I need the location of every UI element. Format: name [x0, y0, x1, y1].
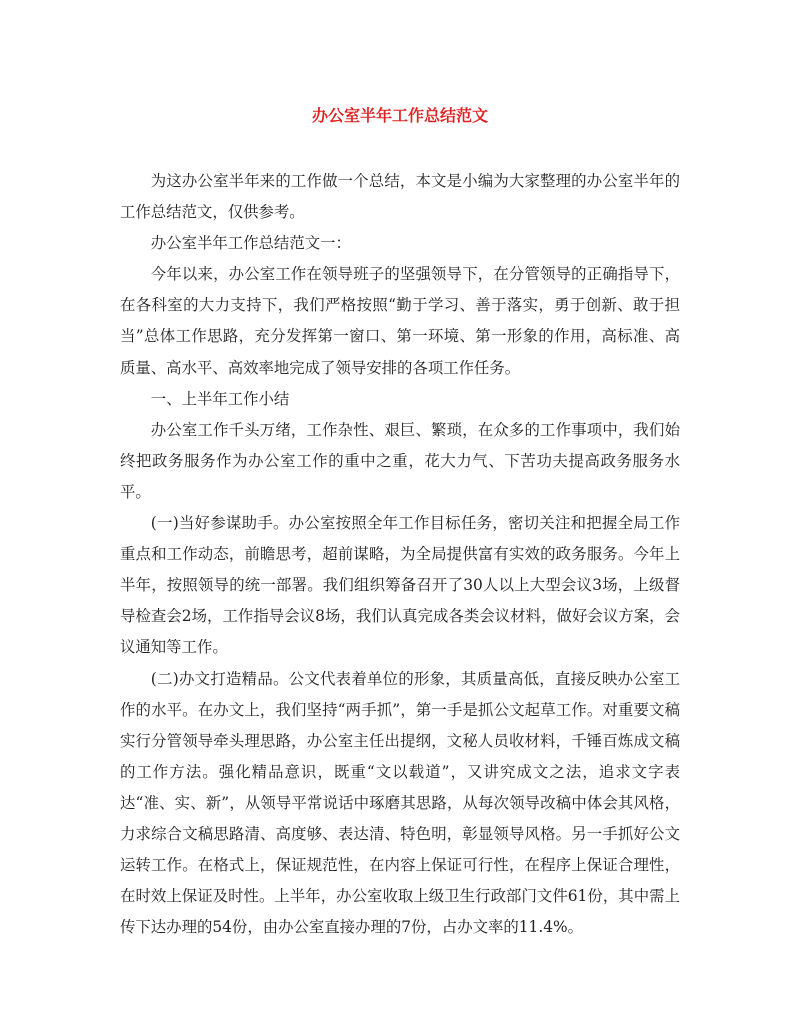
- paragraph-intro: 为这办公室半年来的工作做一个总结，本文是小编为大家整理的办公室半年的工作总结范文，仅供参考。: [120, 172, 680, 222]
- paragraph-item-1: (一)当好参谋助手。办公室按照全年工作目标任务，密切关注和把握全局工作重点和工作动态，前瞻思考，超前谋略，为全局提供富有实效的政务服务。今年上半年，按照领导的统一部署。我们组织筹备召开了30人以上大型会议3场，上级督导检查会2场，工作指导会议8场，我们认真完成各类会议材料，做好会议方案，会议通知等工作。: [120, 514, 680, 657]
- section-heading-summary: 一、上半年工作小结: [150, 389, 290, 408]
- document-body: [120, 166, 680, 943]
- paragraph-sample-heading: 办公室半年工作总结范文一：: [150, 234, 351, 253]
- paragraph-overview: 今年以来，办公室工作在领导班子的坚强领导下，在分管领导的正确指导下，在各科室的大力支持下，我们严格按照“勤于学习、善于落实，勇于创新、敢于担当”总体工作思路，充分发挥第一窗口、第一环境、第一形象的作用，高标准、高质量、高水平、高效率地完成了领导安排的各项工作任务。: [120, 265, 680, 377]
- paragraph-summary: 办公室工作千头万绪，工作杂性、艰巨、繁琐，在众多的工作事项中，我们始终把政务服务作为办公室工作的重中之重，花大力气、下苦功夫提高政务服务水平。: [120, 420, 680, 501]
- paragraph-item-2: (二)办文打造精品。公文代表着单位的形象，其质量高低，直接反映办公室工作的水平。在办文上，我们坚持“两手抓”，第一手是抓公文起草工作。对重要文稿实行分管领导牵头理思路，办公室主任出提纲，文秘人员收材料，千锤百炼成文稿的工作方法。强化精品意识，既重“文以载道”，又讲究成文之法，追求文字表达“准、实、新”，从领导平常说话中琢磨其思路，从每次领导改稿中体会其风格，力求综合文稿思路清、高度够、表达清、特色明，彰显领导风格。另一手抓好公文运转工作。在格式上，保证规范性，在内容上保证可行性，在程序上保证合理性，在时效上保证及时性。上半年，办公室收取上级卫生行政部门文件61份，其中需上传下达办理的54份，由办公室直接办理的7份，占办文率的11.4%。: [120, 669, 680, 937]
- document-title: 办公室半年工作总结范文: [311, 106, 488, 125]
